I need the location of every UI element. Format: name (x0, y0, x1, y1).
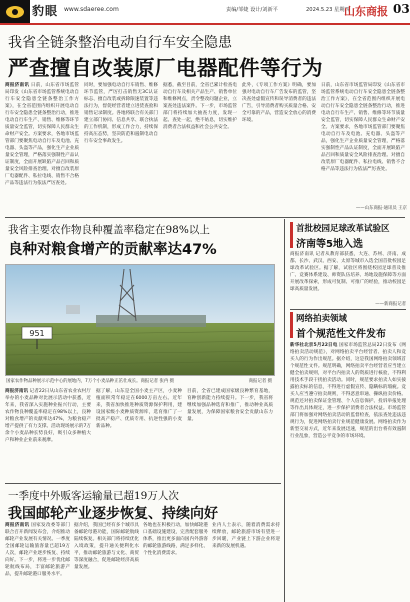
story1-kicker: 我省全链条整治电动自行车安全隐患 (8, 35, 232, 51)
leopard-eye-icon (4, 3, 26, 21)
right2-body-text: 国家市场监管总局22日发布《网络拍卖活动规范》，对网络拍卖平台经营者、拍卖人和竞买人的行为作出规范。据介绍，这是我国网络拍卖领域首个规范性文件。规范明确，网络拍卖平台经营者应当建立健全拍卖规则，对平台内拍卖人的资质进行核验，不得利用技术手段干扰拍卖活动。同时，规范要求拍卖人如实披露拍卖标的信息，不得进行虚假宣传、隐瞒标的瑕疵。竞买人应当遵守拍卖规则，不得恶意串通、操纵拍卖价格。规范还对拍卖保证金管理、个人信息保护、投诉举报处理等作出具体规定，进一步保护消费者合法权益。市场监管部门将加强对网络拍卖活动的监督检查，依法查处违法违规行为，促进网络拍卖行业规范健康发展。网络拍卖作为新型交易方式，近年来发展迅速，规范的出台将有效遏制行业乱象，营造公平竞争的市场环境。 (290, 343, 406, 439)
divider-story3 (5, 483, 281, 484)
story2-kicker: 我省主要农作物良种覆盖率稳定在98%以上 (8, 224, 210, 236)
right1-kicker: 首批校园足球改革试验区 (296, 224, 390, 234)
story1-lead: 商报济南讯 (5, 83, 30, 88)
right2-lead: 新华社北京5月22日电 (290, 343, 338, 348)
story2-col3: 目前，全省已建成国家级良种繁育基地，育种创新能力持续提升。下一步，我省将继续加强品种选育和推广，推动种业高质量发展，为保障国家粮食安全贡献山东力量。 (187, 389, 273, 422)
wheat-field-photo (6, 265, 274, 375)
story3-lead: 商报济南讯 (5, 523, 30, 528)
section-logo (0, 0, 30, 23)
story3-col3: 各地也在积极行动，加快邮轮港口基础设施建设，完善配套服务体系，推出更多面向国内外游客的邮轮旅游线路，满足多样化、个性化消费需求。 (143, 523, 208, 556)
right-divider (290, 309, 406, 310)
story1-col3: 据悉，截至目前，全省已累计检查电动自行车及相关产品生产、销售单位和维修网点，责令整改问题企业，立案查处违法案件。下一步，市场监管部门将持续加大抽查力度，发现一起、查处一起，绝不姑息，切实维护消费者合法权益和社会公共安全。 (163, 83, 237, 130)
story2-title: 良种对粮食增产的贡献率达47% (8, 242, 217, 258)
masthead (0, 0, 410, 25)
story3-col2: 据介绍，我国已经有多个城市具备邮轮母港功能，国际邮轮航线陆续恢复。相关部门将持续优化入境政策，提升通关便利化水平，推动邮轮旅游与文化、商贸等深度融合，促进邮轮经济高质量发展。 (74, 523, 139, 570)
right1-body: 商报济南讯 记者从教育部获悉，大连、苏州、济南、成都、长沙、武汉、西安、太原等城市入选全国首批校园足球改革试验区。据了解，试验区将围绕校园足球普及推广、竞赛体系建设、师资队伍培养、场地设施保障等方面开展改革探索，形成可复制、可推广的经验，推动校园足球高质量发展。 (290, 252, 406, 292)
page-number: 03 (393, 2, 410, 16)
story1-col5: 日前，山东省市场监管局印发《山东省市场监管系统电动自行车安全隐患全链条整治工作方案》，在全省范围内组织开展电动自行车安全隐患全链条整治行动，推进电动自行车生产、销售、维修等环节质量安全监管，切实保障人民群众生命财产安全。方案要求，各地市场监管部门要聚焦电动自行车及电池、充电器、头盔等产品，强化生产企业质量安全管理，严格落实强制性产品认证制度，全面开展缺陷产品召回和质量安全风险排查治理。对擅自改装原厂电器配件、私拉电线、销售不合格产品等违法行为依法严厉查处。 (321, 83, 405, 172)
story3-col4: 业内人士表示，随着消费需求持续释放，邮轮旅游市场有望进一步回暖，产业链上下游企业将迎来新的发展机遇。 (212, 523, 280, 549)
story2-photo (5, 264, 275, 376)
story3-col1 (5, 522, 70, 600)
column-divider (284, 219, 285, 602)
story3-title: 我国邮轮产业逐步恢复、持续向好 (8, 506, 218, 522)
right2-body (290, 342, 406, 598)
story3-kicker: 一季度中外贩客运输量已超19万人次 (8, 490, 179, 502)
right2-kicker: 网络拍卖领域 (296, 314, 348, 324)
divider (5, 217, 405, 218)
story2-photo-credit: 商报记者 摄 (248, 379, 272, 384)
story2-col2: 据了解，山东是全国小麦主产区，小麦种植面积常年稳定在6000万亩左右。近年来，我省加快推进种质资源保护利用，建设国家级小麦种质资源库，选育推广了一批高产稳产、优质专用、抗逆性强的小麦新品种。 (96, 389, 182, 429)
issue-date: 2024.5.23 星期四 (306, 7, 350, 13)
right1-accent-bar (290, 222, 293, 248)
right2-title: 首个规范性文件发布 (296, 329, 386, 340)
story2-col1-text: 记者22日从山东省农业农村厅举办的小麦品种对比展示活动中获悉，近年来，我省深入实施种业振兴行动，主要农作物良种覆盖率稳定在98%以上，良种对粮食增产的贡献率达47%，为粮食稳产增产提供了有力支撑。活动现场展示的7万余个小麦品种长势良好，吸引众多种植大户和种业企业前来观摩。 (5, 389, 91, 443)
story2-caption: 国家农作物品种展示示范中心的展地内，7万个小麦品种正茁壮成长。商报记者 张冉 摄 (6, 379, 175, 384)
section-name: 豹眼 (32, 4, 59, 18)
photo-sign-label: 951 (29, 329, 45, 338)
story1-title: 严查擅自改装原厂电器配件等行为 (8, 56, 323, 80)
story1-col2: 同时，要加强电动自行车销售、维修环节监管，严厉打击销售无3C认证标志、擅自改装或拆除限速装置等违法行为，督促经营者建立进货查验和销售记录制度。各地将联合有关部门建立部门协同、信息共享、联合执法的工作机制，形成工作合力，持续保持高压态势，坚决防范和遏制电动自行车安全事故发生。 (84, 83, 158, 144)
story1-col4: 此外，《专项工作方案》明确，要加强对电动自行车广告发布的监管，坚决查处虚假宣传和误导消费者的违法广告，引导消费者购买质量合格、安全可靠的产品，营造安全放心的消费环境。 (242, 83, 316, 123)
story1-col1 (5, 82, 79, 212)
right2-accent-bar (290, 312, 293, 338)
story2-col1 (5, 388, 91, 480)
story3-col1-text: 国家发改委等部门联合召开新闻发布会，介绍推动邮轮产业发展有关情况。一季度全国邮轮运输旅客量已超19万人次，邮轮产业逐步恢复、持续向好。下一步，将进一步优化邮轮航线布局，丰富邮轮旅游产品，提升邮轮港口服务水平。 (5, 523, 70, 577)
story1-byline: ——山东商报·通讯员 王京 (355, 206, 407, 211)
right1-credit: ——新商报记者 (375, 302, 406, 307)
paper-name: 山东商报 (344, 5, 388, 18)
right1-title: 济南等5地入选 (296, 239, 363, 250)
editor-credits: 责编/邹婕 设计/刘新平 (226, 7, 278, 13)
website-url: www.sdaeree.com (64, 6, 119, 13)
story2-lead: 商报济南讯 (5, 389, 29, 394)
story1-col1-text: 日前，山东省市场监管局印发《山东省市场监管系统电动自行车安全隐患全链条整治工作方案》，在全省范围内组织开展电动自行车安全隐患全链条整治行动，推进电动自行车生产、销售、维修等环节质量安全监管，切实保障人民群众生命财产安全。方案要求，各地市场监管部门要聚焦电动自行车及电池、充电器、头盔等产品，强化生产企业质量安全管理，严格落实强制性产品认证制度，全面开展缺陷产品召回和质量安全风险排查治理。对擅自改装原厂电器配件、私拉电线、销售不合格产品等违法行为依法严厉查处。 (5, 83, 79, 186)
